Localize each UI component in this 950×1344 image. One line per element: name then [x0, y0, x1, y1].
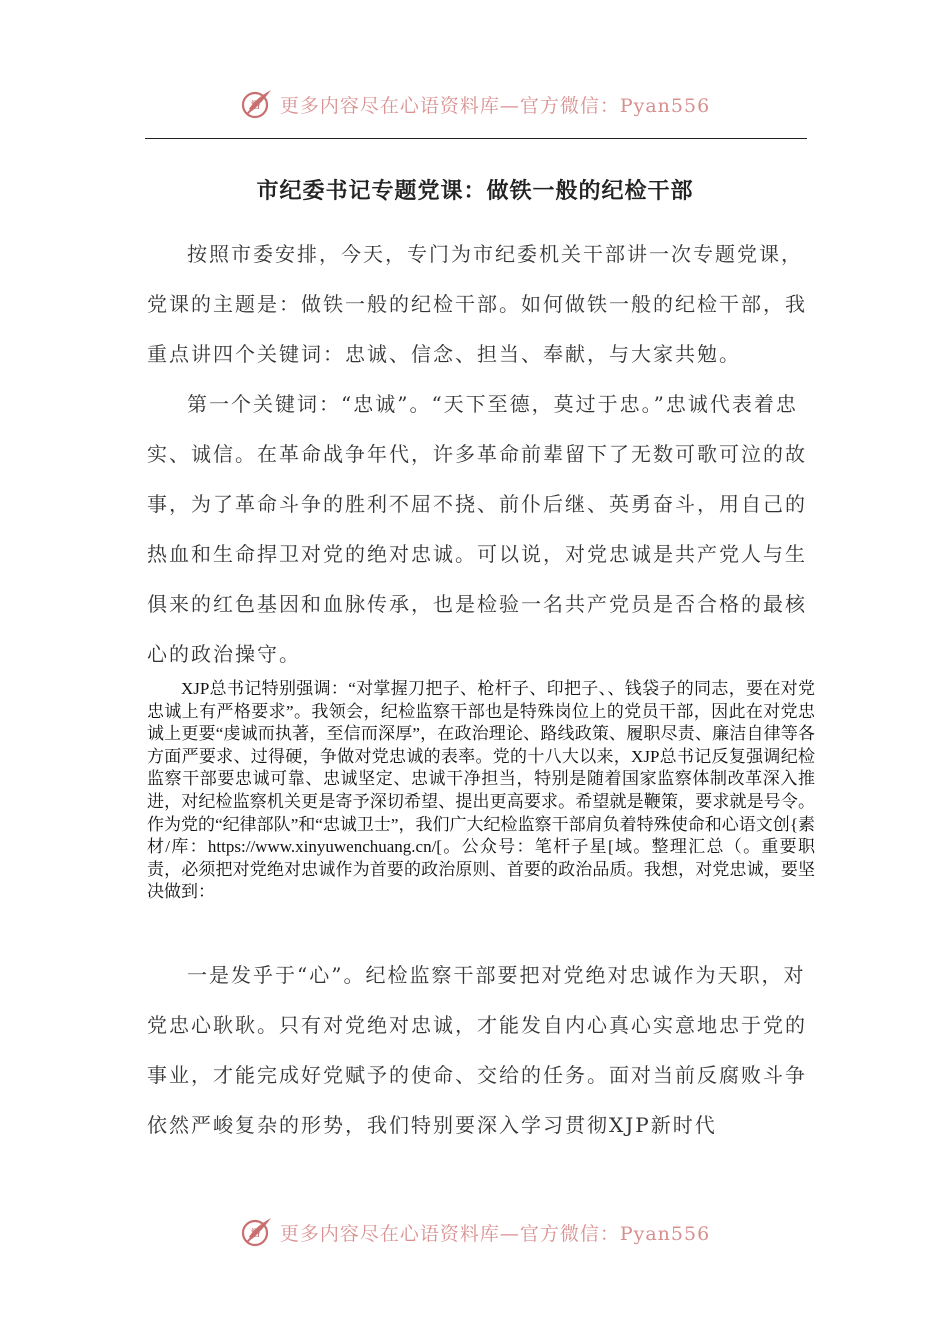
- paragraph-point-one: 一是发乎于“心”。纪检监察干部要把对党绝对忠诚作为天职，对党忠心耿耿。只有对党绝对忠诚，才能发自内心真心实意地忠于党的事业，才能完成好党赋予的使命、交给的任务。面对当前反腐败斗争依然严峻复杂的形势，我们特别要深入学习贯彻XJP新时代: [147, 963, 807, 1137]
- header-banner: [0, 84, 950, 124]
- paragraph-keyword-loyalty: 第一个关键词：“忠诚”。“天下至德，莫过于忠。”忠诚代表着忠实、诚信。在革命战争年代，许多革命前辈留下了无数可歌可泣的故事，为了革命斗争的胜利不屈不挠、前仆后继、英勇奋斗，用自己的热血和生命捍卫对党的绝对忠诚。可以说，对党忠诚是共产党人与生俱来的红色基因和血脉传承，也是检验一名共产党员是否合格的最核心的政治操守。: [147, 392, 807, 666]
- footer-banner: [0, 1212, 950, 1252]
- footer-banner-text: 更多内容尽在心语资料库—官方微信：Pyan556: [279, 1222, 711, 1245]
- paragraph-quote: XJP总书记特别强调：“对掌握刀把子、枪杆子、印把子、、钱袋子的同志，要在对党忠诚上有严格要求”。我领会，纪检监察干部也是特殊岗位上的党员干部，因此在对党忠诚上更要“虔诚而执著，至信而深厚”，在政治理论、路线政策、履职尽责、廉洁自律等各方面严要求、过得硬，争做对党忠诚的表率。党的十八大以来，XJP总书记反复强调纪检监察干部要忠诚可靠、忠诚坚定、忠诚干净担当，特别是随着国家监察体制改革深入推进，对纪检监察机关更是寄予深切希望、提出更高要求。希望就是鞭策，要求就是号令。作为党的“纪律部队”和“忠诚卫士”，我们广大纪检监察干部肩负着特殊使命和心语文创{素材/库：https://www.xinyuwenchuang.cn/[。公众号：笔杆子星[域。整理汇总（。重要职责，必须把对党绝对忠诚作为首要的政治原则、首要的政治品质。我想，对党忠诚，要坚决做到：: [147, 679, 815, 902]
- header-divider: [145, 138, 807, 139]
- paragraph-intro: 按照市委安排，今天，专门为市纪委机关干部讲一次专题党课，党课的主题是：做铁一般的纪检干部。如何做铁一般的纪检干部，我重点讲四个关键词：忠诚、信念、担当、奉献，与大家共勉。: [147, 242, 807, 366]
- header-banner-text: 更多内容尽在心语资料库—官方微信：Pyan556: [279, 94, 711, 117]
- quill-logo-icon: [240, 87, 274, 121]
- quill-logo-icon: [240, 1215, 274, 1249]
- document-title: 市纪委书记专题党课：做铁一般的纪检干部: [256, 178, 694, 204]
